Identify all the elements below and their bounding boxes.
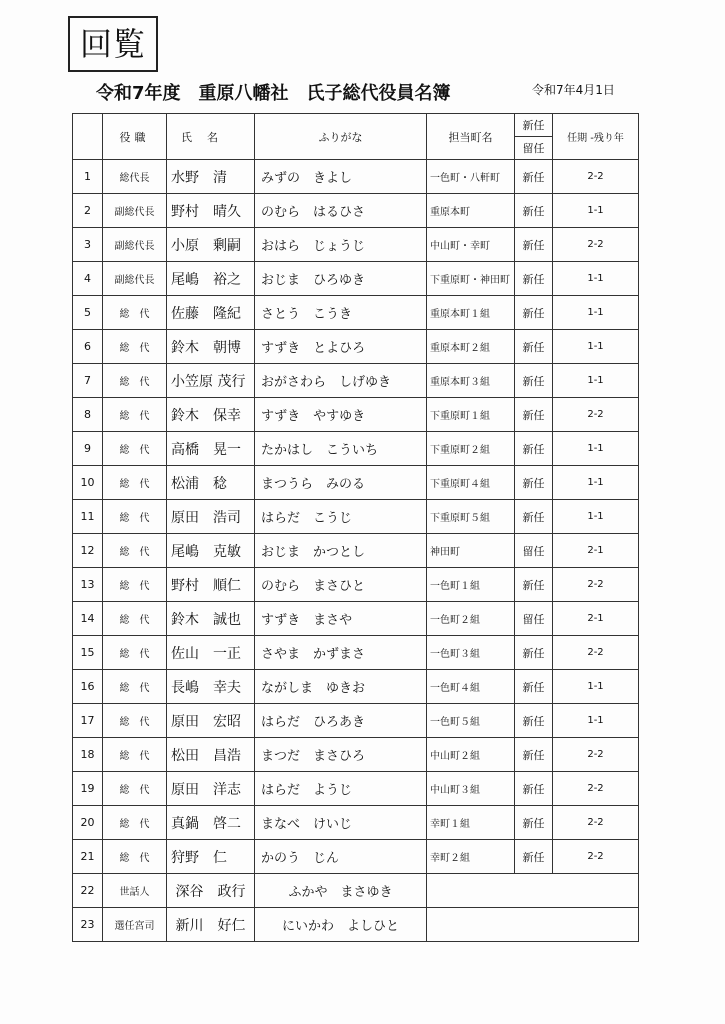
row-kana: みずの きよし — [255, 160, 427, 194]
table-row — [73, 738, 639, 772]
row-term: 1-1 — [553, 262, 639, 296]
table-row — [73, 840, 639, 874]
row-term: 2-2 — [553, 398, 639, 432]
row-status: 新任 — [515, 636, 553, 670]
row-number: 3 — [73, 228, 103, 262]
table-row — [73, 432, 639, 466]
row-kana: まつだ まさひろ — [255, 738, 427, 772]
row-area: 一色町２組 — [427, 602, 515, 636]
row-kana: かのう じん — [255, 840, 427, 874]
row-number: 1 — [73, 160, 103, 194]
row-area: 中山町・幸町 — [427, 228, 515, 262]
row-name: 佐藤 隆紀 — [167, 296, 255, 330]
row-name: 狩野 仁 — [167, 840, 255, 874]
table-row — [73, 160, 639, 194]
table-row — [73, 296, 639, 330]
row-term: 2-2 — [553, 228, 639, 262]
row-name: 鈴木 朝博 — [167, 330, 255, 364]
row-role: 総 代 — [103, 738, 167, 772]
row-name: 鈴木 誠也 — [167, 602, 255, 636]
row-kana: たかはし こういち — [255, 432, 427, 466]
row-area: 一色町・八軒町 — [427, 160, 515, 194]
row-area: 中山町３組 — [427, 772, 515, 806]
row-kana: はらだ こうじ — [255, 500, 427, 534]
table-row-extra — [73, 874, 639, 908]
table-row — [73, 330, 639, 364]
table-row — [73, 670, 639, 704]
table-row — [73, 194, 639, 228]
row-term: 1-1 — [553, 330, 639, 364]
row-role: 総 代 — [103, 568, 167, 602]
row-term: 2-2 — [553, 738, 639, 772]
row-number: 14 — [73, 602, 103, 636]
row-number: 16 — [73, 670, 103, 704]
row-role: 副総代長 — [103, 262, 167, 296]
row-area: 中山町２組 — [427, 738, 515, 772]
row-kana: にいかわ よしひと — [255, 908, 427, 942]
row-name: 小笠原 茂行 — [167, 364, 255, 398]
table-row — [73, 806, 639, 840]
row-kana: はらだ ひろあき — [255, 704, 427, 738]
row-area: 下重原町２組 — [427, 432, 515, 466]
row-role: 総 代 — [103, 466, 167, 500]
row-number: 23 — [73, 908, 103, 942]
row-area: 一色町４組 — [427, 670, 515, 704]
header-kana: ふりがな — [255, 114, 427, 160]
row-name: 佐山 一正 — [167, 636, 255, 670]
row-name: 野村 順仁 — [167, 568, 255, 602]
row-role: 総 代 — [103, 534, 167, 568]
table-row — [73, 534, 639, 568]
document-date: 令和7年4月1日 — [532, 83, 615, 97]
row-status: 新任 — [515, 772, 553, 806]
row-number: 17 — [73, 704, 103, 738]
row-status: 新任 — [515, 806, 553, 840]
row-name: 新川 好仁 — [167, 908, 255, 942]
table-row — [73, 636, 639, 670]
row-term: 1-1 — [553, 364, 639, 398]
row-role: 総 代 — [103, 670, 167, 704]
table-row — [73, 466, 639, 500]
row-term: 1-1 — [553, 704, 639, 738]
circulation-stamp: 回覧 — [68, 16, 158, 72]
row-name: 松浦 稔 — [167, 466, 255, 500]
row-kana: ふかや まさゆき — [255, 874, 427, 908]
row-term: 1-1 — [553, 194, 639, 228]
row-status: 留任 — [515, 534, 553, 568]
row-number: 15 — [73, 636, 103, 670]
row-role: 総 代 — [103, 704, 167, 738]
row-role: 総 代 — [103, 840, 167, 874]
row-name: 高橋 晃一 — [167, 432, 255, 466]
header-area: 担当町名 — [427, 114, 515, 160]
row-role: 世話人 — [103, 874, 167, 908]
row-name: 野村 晴久 — [167, 194, 255, 228]
row-name: 深谷 政行 — [167, 874, 255, 908]
row-kana: のむら はるひさ — [255, 194, 427, 228]
row-term: 1-1 — [553, 296, 639, 330]
row-role: 総 代 — [103, 364, 167, 398]
row-kana: のむら まさひと — [255, 568, 427, 602]
row-name: 小原 剰嗣 — [167, 228, 255, 262]
row-area: 一色町３組 — [427, 636, 515, 670]
row-kana: すずき とよひろ — [255, 330, 427, 364]
row-name: 原田 宏昭 — [167, 704, 255, 738]
row-number: 22 — [73, 874, 103, 908]
row-role: 副総代長 — [103, 228, 167, 262]
row-kana: はらだ ようじ — [255, 772, 427, 806]
row-number: 5 — [73, 296, 103, 330]
row-area: 重原本町３組 — [427, 364, 515, 398]
row-term: 1-1 — [553, 500, 639, 534]
row-status: 新任 — [515, 262, 553, 296]
row-status: 新任 — [515, 670, 553, 704]
row-kana: すずき やすゆき — [255, 398, 427, 432]
row-area: 神田町 — [427, 534, 515, 568]
row-term: 2-2 — [553, 568, 639, 602]
row-number: 6 — [73, 330, 103, 364]
row-kana: おじま かつとし — [255, 534, 427, 568]
row-area: 重原本町２組 — [427, 330, 515, 364]
row-status: 新任 — [515, 500, 553, 534]
row-term: 1-1 — [553, 670, 639, 704]
header-new: 新任 — [515, 114, 553, 137]
table-row — [73, 398, 639, 432]
row-area: 幸町１組 — [427, 806, 515, 840]
table-row — [73, 568, 639, 602]
row-status: 新任 — [515, 738, 553, 772]
row-status: 新任 — [515, 568, 553, 602]
row-role: 総 代 — [103, 500, 167, 534]
table-row — [73, 364, 639, 398]
row-term: 2-1 — [553, 534, 639, 568]
row-term: 2-2 — [553, 636, 639, 670]
row-role: 総 代 — [103, 330, 167, 364]
row-term: 2-2 — [553, 772, 639, 806]
header-role: 役職 — [103, 114, 167, 160]
row-name: 鈴木 保幸 — [167, 398, 255, 432]
header-number — [73, 114, 103, 160]
header-stay: 留任 — [515, 137, 553, 160]
row-status: 新任 — [515, 296, 553, 330]
row-status: 新任 — [515, 840, 553, 874]
row-number: 2 — [73, 194, 103, 228]
row-status: 新任 — [515, 704, 553, 738]
row-status: 新任 — [515, 432, 553, 466]
table-row — [73, 228, 639, 262]
row-name: 原田 浩司 — [167, 500, 255, 534]
row-name: 真鍋 啓二 — [167, 806, 255, 840]
document-title: 令和7年度 重原八幡社 氏子総代役員名簿 — [96, 83, 451, 104]
row-name: 松田 昌浩 — [167, 738, 255, 772]
table-row-extra — [73, 908, 639, 942]
row-term: 2-1 — [553, 602, 639, 636]
row-name: 長嶋 幸夫 — [167, 670, 255, 704]
row-area: 下重原町１組 — [427, 398, 515, 432]
row-area: 重原本町１組 — [427, 296, 515, 330]
row-role: 総 代 — [103, 772, 167, 806]
row-kana: まつうら みのる — [255, 466, 427, 500]
row-blank — [427, 908, 639, 942]
row-term: 2-2 — [553, 840, 639, 874]
row-status: 新任 — [515, 160, 553, 194]
row-term: 2-2 — [553, 160, 639, 194]
row-term: 1-1 — [553, 466, 639, 500]
row-kana: さやま かずまさ — [255, 636, 427, 670]
row-area: 下重原町４組 — [427, 466, 515, 500]
row-number: 21 — [73, 840, 103, 874]
row-area: 下重原町・神田町 — [427, 262, 515, 296]
row-role: 副総代長 — [103, 194, 167, 228]
row-blank — [427, 874, 639, 908]
row-number: 20 — [73, 806, 103, 840]
row-role: 総 代 — [103, 296, 167, 330]
row-number: 18 — [73, 738, 103, 772]
row-role: 選任宮司 — [103, 908, 167, 942]
officer-roster-table — [72, 113, 639, 942]
row-name: 原田 洋志 — [167, 772, 255, 806]
header-term: 任期 -残り年 — [553, 114, 639, 160]
table-row — [73, 262, 639, 296]
row-number: 10 — [73, 466, 103, 500]
table-row — [73, 500, 639, 534]
table-row — [73, 602, 639, 636]
row-role: 総 代 — [103, 432, 167, 466]
table-row — [73, 704, 639, 738]
row-role: 総代長 — [103, 160, 167, 194]
row-number: 11 — [73, 500, 103, 534]
row-status: 新任 — [515, 330, 553, 364]
row-status: 新任 — [515, 228, 553, 262]
table-row — [73, 772, 639, 806]
row-kana: おじま ひろゆき — [255, 262, 427, 296]
row-number: 4 — [73, 262, 103, 296]
row-status: 新任 — [515, 194, 553, 228]
row-term: 2-2 — [553, 806, 639, 840]
row-status: 留任 — [515, 602, 553, 636]
row-name: 尾嶋 裕之 — [167, 262, 255, 296]
row-status: 新任 — [515, 466, 553, 500]
row-kana: まなべ けいじ — [255, 806, 427, 840]
header-name: 氏 名 — [167, 114, 255, 160]
table-header-row — [73, 114, 639, 137]
row-status: 新任 — [515, 398, 553, 432]
row-kana: ながしま ゆきお — [255, 670, 427, 704]
row-kana: おはら じょうじ — [255, 228, 427, 262]
row-number: 19 — [73, 772, 103, 806]
row-number: 12 — [73, 534, 103, 568]
row-number: 9 — [73, 432, 103, 466]
row-role: 総 代 — [103, 636, 167, 670]
row-role: 総 代 — [103, 806, 167, 840]
row-number: 8 — [73, 398, 103, 432]
row-number: 13 — [73, 568, 103, 602]
row-number: 7 — [73, 364, 103, 398]
row-area: 一色町５組 — [427, 704, 515, 738]
row-term: 1-1 — [553, 432, 639, 466]
row-area: 下重原町５組 — [427, 500, 515, 534]
row-name: 水野 清 — [167, 160, 255, 194]
row-kana: おがさわら しげゆき — [255, 364, 427, 398]
row-area: 幸町２組 — [427, 840, 515, 874]
row-kana: さとう こうき — [255, 296, 427, 330]
row-role: 総 代 — [103, 602, 167, 636]
row-status: 新任 — [515, 364, 553, 398]
row-area: 重原本町 — [427, 194, 515, 228]
row-kana: すずき まさや — [255, 602, 427, 636]
row-name: 尾嶋 克敏 — [167, 534, 255, 568]
row-role: 総 代 — [103, 398, 167, 432]
row-area: 一色町１組 — [427, 568, 515, 602]
